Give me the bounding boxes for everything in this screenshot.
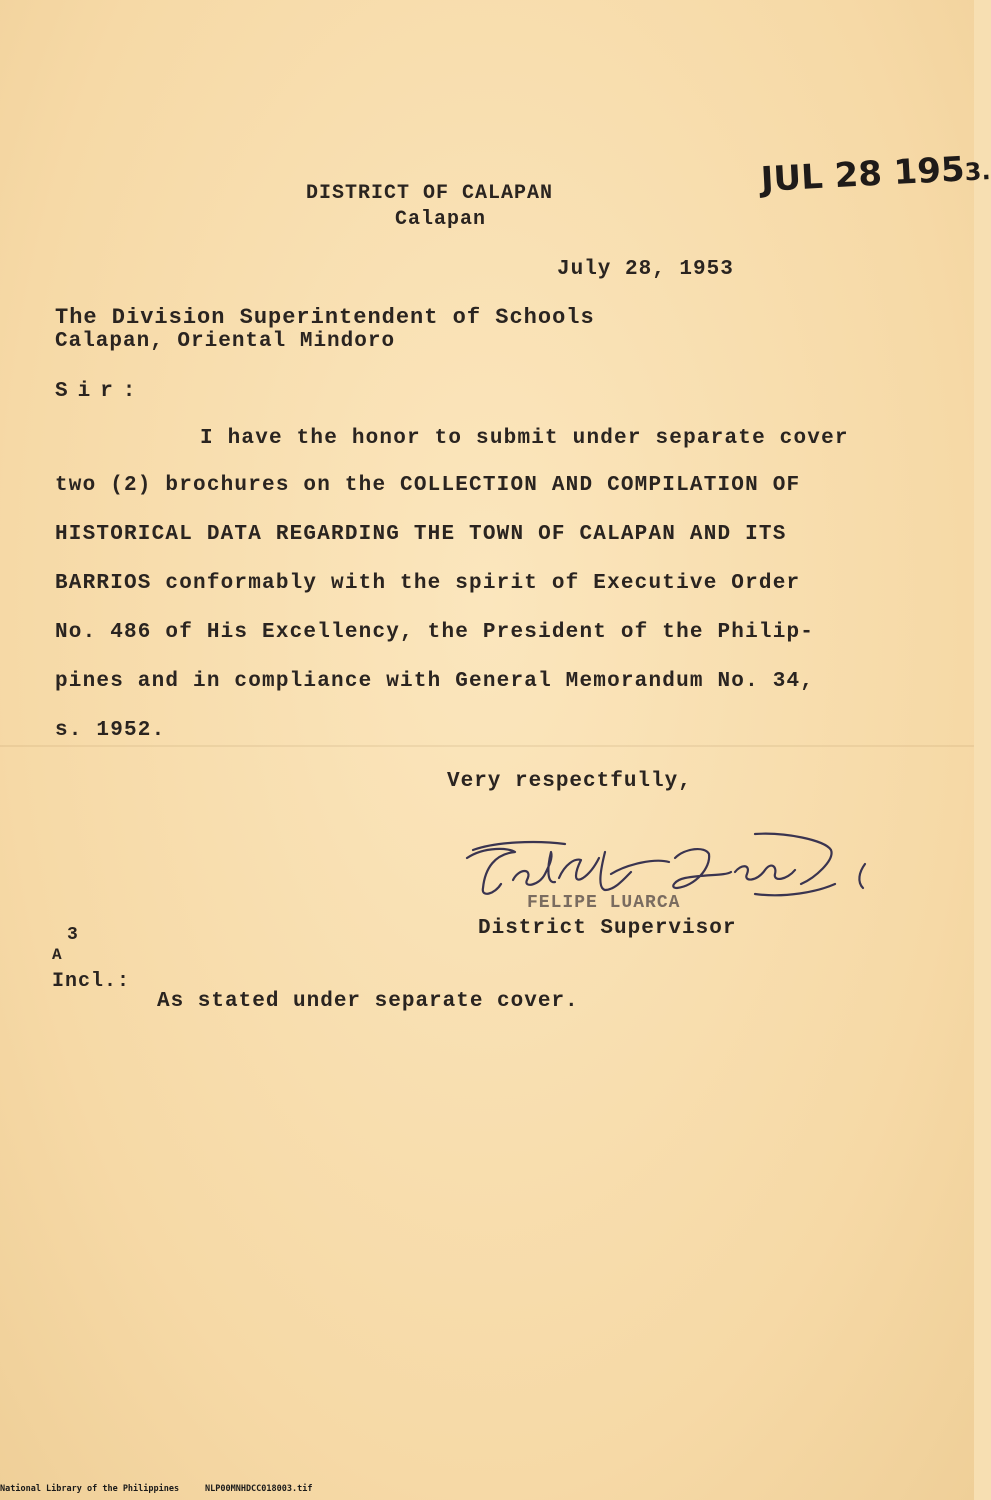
enclosure-count: 3 bbox=[67, 925, 79, 945]
footer-institution: National Library of the Philippines bbox=[0, 1484, 180, 1494]
body-line: two (2) brochures on the COLLECTION AND COMPILATION OF bbox=[55, 474, 801, 497]
body-line: No. 486 of His Excellency, the President of the Philip- bbox=[55, 621, 815, 644]
body-line: BARRIOS conformably with the spirit of Executive Order bbox=[55, 572, 801, 595]
letter-date: July 28, 1953 bbox=[557, 258, 734, 281]
body-line: pines and in compliance with General Memorandum No. 34, bbox=[55, 670, 815, 693]
enclosure-text: As stated under separate cover. bbox=[157, 990, 579, 1013]
closing: Very respectfully, bbox=[447, 770, 692, 793]
footer-file-name: NLP00MNHDCC018003.tif bbox=[205, 1484, 313, 1494]
stamp-suffix: 3. bbox=[963, 157, 991, 187]
letterhead-district: DISTRICT OF CALAPAN bbox=[306, 182, 554, 205]
body-line: s. 1952. bbox=[55, 719, 166, 742]
enclosure-label: Incl.: bbox=[52, 970, 131, 993]
letterhead-town: Calapan bbox=[395, 208, 487, 231]
signatory-title: District Supervisor bbox=[478, 917, 737, 940]
received-date-stamp bbox=[760, 148, 991, 200]
addressee-line-2: Calapan, Oriental Mindoro bbox=[55, 330, 396, 353]
body-line: HISTORICAL DATA REGARDING THE TOWN OF CALAPAN AND ITS bbox=[55, 523, 787, 546]
stamp-date: JUL 28 195 bbox=[759, 149, 966, 200]
enclosure-marker: A bbox=[52, 946, 63, 964]
addressee-line-1: The Division Superintendent of Schools bbox=[55, 305, 595, 330]
paper-fold bbox=[0, 745, 974, 747]
typed-signatory-name: FELIPE LUARCA bbox=[527, 893, 681, 913]
salutation: Sir: bbox=[55, 380, 146, 403]
body-line: I have the honor to submit under separate cover bbox=[200, 427, 849, 450]
